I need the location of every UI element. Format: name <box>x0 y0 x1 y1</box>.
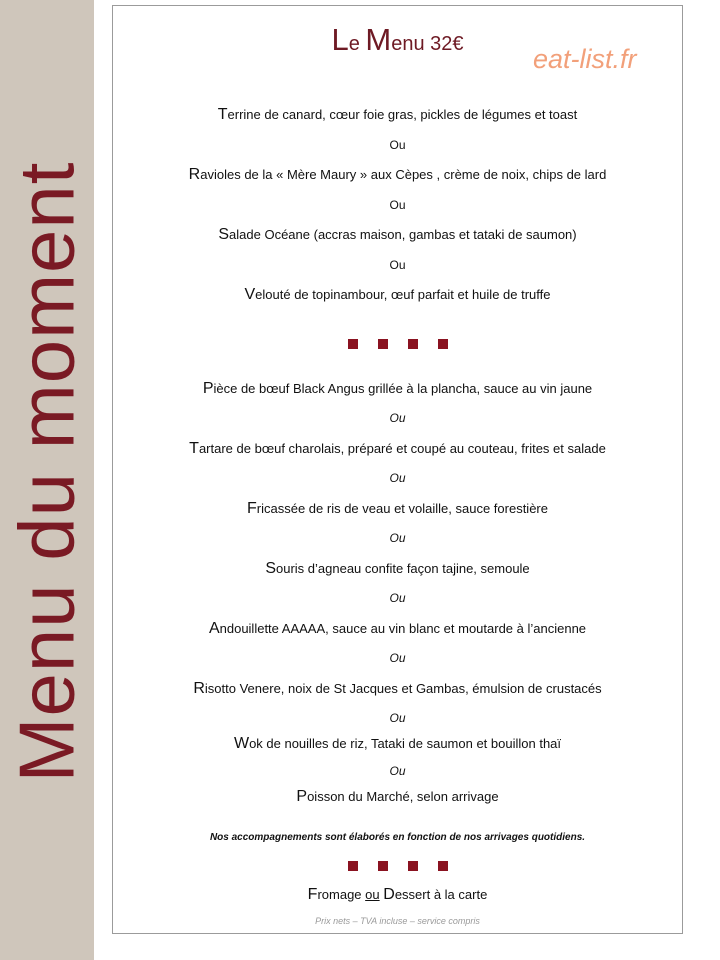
starter-item: Salade Océane (accras maison, gambas et tataki de saumon) <box>218 226 577 243</box>
or-separator: Ou <box>389 531 406 545</box>
price-note: Prix nets – TVA incluse – service compris <box>315 916 480 926</box>
main-item: Poisson du Marché, selon arrivage <box>296 788 499 805</box>
menu-card <box>112 5 683 934</box>
main-item: Souris d’agneau confite façon tajine, semoule <box>265 560 530 577</box>
accompaniment-note: Nos accompagnements sont élaborés en fonction de nos arrivages quotidiens. <box>209 832 586 843</box>
starter-item: Ravioles de la « Mère Maury » aux Cèpes , crème de noix, chips de lard <box>188 166 607 183</box>
sidebar <box>0 0 94 960</box>
or-separator: Ou <box>389 471 406 485</box>
or-separator: Ou <box>389 138 406 152</box>
divider-square <box>348 339 358 349</box>
or-separator: Ou <box>389 258 406 272</box>
or-separator: Ou <box>389 764 406 778</box>
main-item: Pièce de bœuf Black Angus grillée à la plancha, sauce au vin jaune <box>202 380 593 397</box>
divider-square <box>348 861 358 871</box>
sidebar-title: Menu du moment <box>2 161 91 783</box>
or-separator: Ou <box>389 198 406 212</box>
main-item: Tartare de bœuf charolais, préparé et coupé au couteau, frites et salade <box>189 440 606 457</box>
or-separator: Ou <box>389 591 406 605</box>
starter-item: Terrine de canard, cœur foie gras, pickles de légumes et toast <box>217 106 578 123</box>
divider-square <box>408 861 418 871</box>
or-separator: Ou <box>389 651 406 665</box>
dessert-line: Fromage ou Dessert à la carte <box>307 886 488 903</box>
divider-square <box>378 339 388 349</box>
main-item: Fricassée de ris de veau et volaille, sauce forestière <box>247 500 548 517</box>
main-item: Risotto Venere, noix de St Jacques et Gambas, émulsion de crustacés <box>193 680 602 697</box>
divider-square <box>408 339 418 349</box>
divider-square <box>438 861 448 871</box>
watermark: eat-list.fr <box>533 44 637 74</box>
divider-square <box>378 861 388 871</box>
divider-square <box>438 339 448 349</box>
or-separator: Ou <box>389 411 406 425</box>
main-item: Andouillette AAAAA, sauce au vin blanc et moutarde à l’ancienne <box>208 620 587 637</box>
menu-title: Le Menu 32€ <box>331 22 464 57</box>
section-divider <box>113 336 682 348</box>
section-divider <box>113 858 682 870</box>
main-item: Wok de nouilles de riz, Tataki de saumon et bouillon thaï <box>233 735 562 752</box>
starter-item: Velouté de topinambour, œuf parfait et huile de truffe <box>244 286 551 303</box>
or-separator: Ou <box>389 711 406 725</box>
